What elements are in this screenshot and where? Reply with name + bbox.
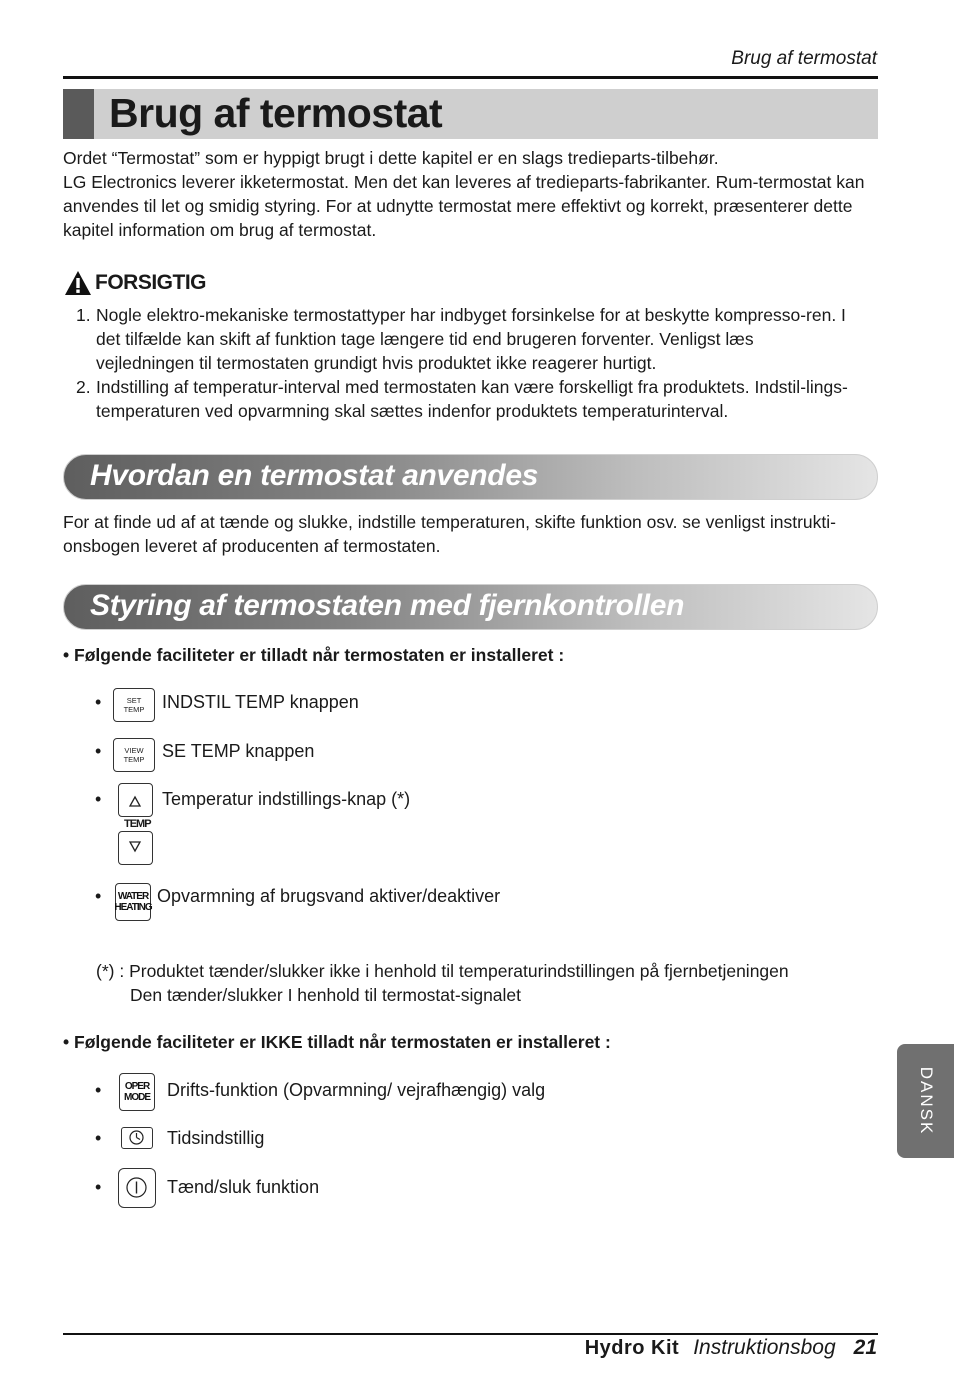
- not-allowed-heading: • Følgende faciliteter er IKKE tilladt når termostaten er installeret :: [63, 1032, 611, 1052]
- bullet: •: [95, 1080, 102, 1100]
- caution-heading: [64, 268, 206, 298]
- title-bar: [63, 89, 878, 139]
- list-text: Nogle elektro-mekaniske termostattyper har indbyget forsinkelse for at beskytte kompresso-ren. I det tilfælde kan skift af funktion tage længere tid end brugeren forventer. Venligst læs vejledningen til termostaten grundigt hvis produktet ikke reagerer hurtigt.: [96, 305, 846, 373]
- oper-mode-button-icon: OPER MODE: [119, 1073, 155, 1111]
- bullet: •: [95, 1128, 102, 1148]
- bullet: •: [95, 789, 102, 809]
- set-temp-button-icon: SET TEMP: [113, 688, 155, 722]
- temp-button-word: TEMP: [124, 818, 151, 830]
- allowed-heading: • Følgende faciliteter er tilladt når termostaten er installeret :: [63, 645, 565, 665]
- section-bar-usage: [63, 454, 878, 500]
- oper-mode-label: Drifts-funktion (Opvarmning/ vejrafhængig) valg: [167, 1080, 546, 1100]
- temp-up-button-icon: [118, 783, 153, 817]
- footnote-line-1: Produktet tænder/slukker ikke i henhold til temperaturindstillingen på fjernbetjeningen: [129, 961, 789, 981]
- bullet: •: [95, 741, 102, 761]
- footer: [585, 1336, 877, 1360]
- view-temp-button-icon: VIEW TEMP: [113, 738, 155, 772]
- set-temp-label: INDSTIL TEMP knappen: [162, 692, 359, 712]
- top-rule: [63, 76, 878, 79]
- footnote: [96, 959, 789, 1007]
- temp-down-button-icon: [118, 831, 153, 865]
- view-temp-label: SE TEMP knappen: [162, 741, 315, 761]
- triangle-down-icon: [119, 832, 151, 863]
- list-number: 2.: [76, 377, 91, 397]
- intro-line-1: Ordet “Termostat” som er hyppigt brugt i dette kapitel er en slags tredieparts-tilbehør.: [63, 148, 719, 168]
- timer-button-icon: [121, 1127, 153, 1149]
- page-number: 21: [853, 1336, 877, 1359]
- water-heating-button-icon: WATER HEATING: [115, 883, 151, 921]
- language-tab: [897, 1044, 954, 1158]
- bullet: •: [95, 886, 102, 906]
- bottom-rule: [63, 1333, 878, 1335]
- caution-label: FORSIGTIG: [95, 271, 206, 294]
- list-number: 1.: [76, 305, 91, 325]
- water-heating-label: Opvarmning af brugsvand aktiver/deaktiver: [157, 886, 501, 906]
- title-block: [63, 89, 94, 139]
- footer-brand: Hydro Kit: [584, 1337, 680, 1359]
- list-item: [76, 375, 856, 423]
- power-label: Tænd/sluk funktion: [167, 1177, 320, 1197]
- list-text: Indstilling af temperatur-interval med termostaten kan være forskelligt fra produktets. Indstil-lings-temperaturen ved opvarmning skal sættes indenfor produktets temperaturinterval.: [96, 377, 848, 421]
- running-head: Brug af termostat: [731, 48, 877, 69]
- usage-paragraph: For at finde ud af at tænde og slukke, indstille temperaturen, skifte funktion osv. se venligst instrukti-onsbogen leveret af producenten af termostaten.: [63, 512, 836, 556]
- footnote-line-2: Den tænder/slukker I henhold til termostat-signalet: [130, 985, 522, 1005]
- intro-paragraph: LG Electronics leverer ikketermostat. Men det kan leveres af tredieparts-fabrikanter. Rum-termostat kan anvendes til let og smidig styring. For at udnytte termostat mere effektivt og korrekt, præsenterer dette kapitel information om brug af termostat.: [63, 172, 865, 240]
- page-title: Brug af termostat: [109, 90, 443, 136]
- timer-label: Tidsindstillig: [167, 1128, 265, 1148]
- section-bar-remote: [63, 584, 878, 630]
- section-title-remote: Styring af termostaten med fjernkontrollen: [90, 589, 685, 622]
- bullet: •: [95, 692, 102, 712]
- power-icon: [119, 1169, 154, 1206]
- triangle-up-icon: [119, 784, 151, 815]
- footer-book-title: Instruktionsbog: [693, 1336, 836, 1359]
- power-button-icon: [118, 1168, 156, 1208]
- temp-adjust-label: Temperatur indstillings-knap (*): [162, 789, 411, 809]
- list-item: [76, 303, 856, 375]
- clock-icon: [122, 1128, 151, 1147]
- bullet: •: [95, 1177, 102, 1197]
- warning-icon: [64, 270, 92, 296]
- section-title-usage: Hvordan en termostat anvendes: [90, 459, 539, 492]
- caution-list: [76, 303, 856, 423]
- footnote-marker: (*) :: [96, 961, 125, 981]
- language-tab-label: DANSK: [916, 1066, 936, 1136]
